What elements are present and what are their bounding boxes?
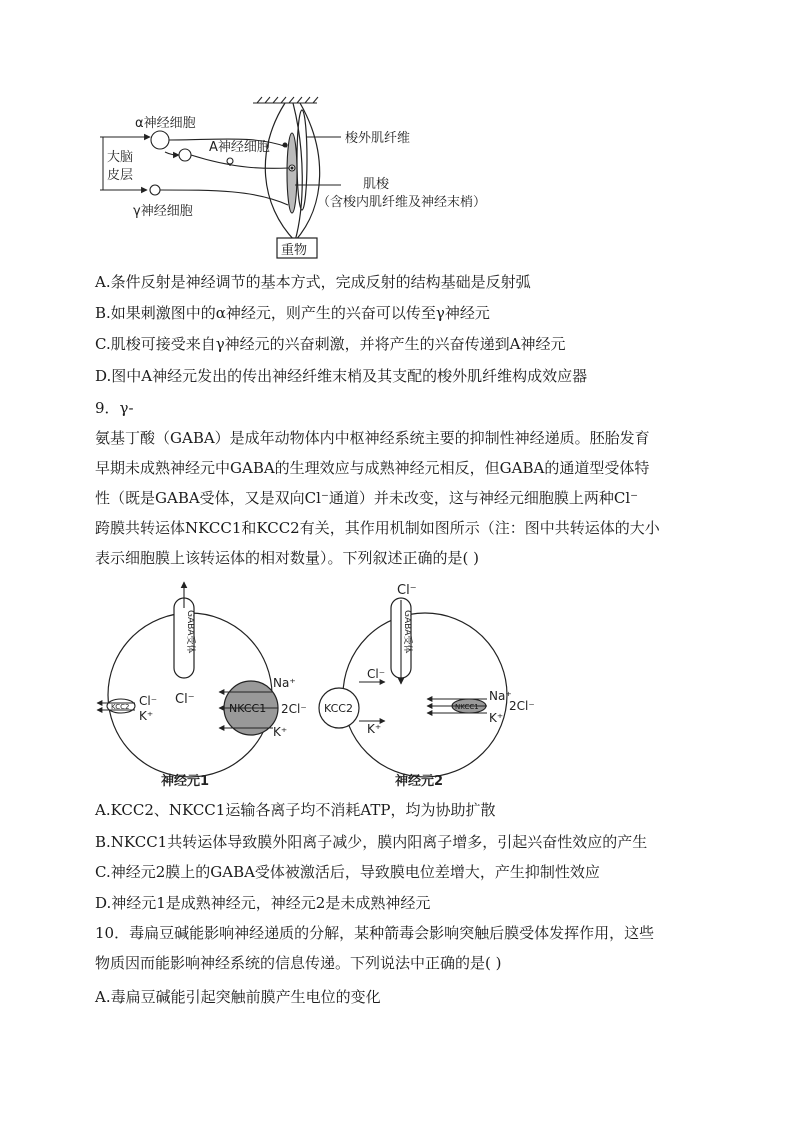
q9-option-d: D.神经元1是成熟神经元，神经元2是未成熟神经元 <box>95 894 431 912</box>
n2-2cl: 2Cl⁻ <box>509 699 535 713</box>
n1-k-in: K⁺ <box>273 725 288 739</box>
q8-option-b: B.如果刺激图中的α神经元，则产生的兴奋可以传至γ神经元 <box>95 304 490 322</box>
q8-option-a: A.条件反射是神经调节的基本方式，完成反射的结构基础是反射弧 <box>95 273 531 291</box>
extrafusal-label: 梭外肌纤维 <box>345 131 411 146</box>
cortex-label-1: 大脑 <box>107 150 134 165</box>
spindle-note: （含梭内肌纤维及神经末梢） <box>317 195 487 210</box>
gaba-receptor-2-label: GABA受体 <box>402 610 412 654</box>
q9-line-4: 跨膜共转运体NKCC1和KCC2有关，其作用机制如图所示（注：图中共转运体的大小 <box>95 519 660 537</box>
n1-k-out: K⁺ <box>139 709 154 723</box>
q9-line-5: 表示细胞膜上该转运体的相对数量）。下列叙述正确的是( ) <box>95 549 479 567</box>
nkcc1-n1-label: NKCC1 <box>229 702 267 715</box>
muscle-spindle <box>283 133 297 213</box>
q8-option-c: C.肌梭可接受来自γ神经元的兴奋刺激，并将产生的兴奋传递到A神经元 <box>95 335 566 353</box>
a-neuron-label: A神经细胞 <box>209 140 270 155</box>
n2-cl-top: Cl⁻ <box>397 583 417 598</box>
q10-line-1: 10．毒扁豆碱能影响神经递质的分解，某种箭毒会影响突触后膜受体发挥作用，这些 <box>95 924 655 942</box>
q8-option-d: D.图中A神经元发出的传出神经纤维末梢及其支配的梭外肌纤维构成效应器 <box>95 367 588 385</box>
spindle-label: 肌梭 <box>363 177 390 192</box>
neuron-2-membrane <box>343 613 507 777</box>
q10-line-2: 物质因而能影响神经系统的信息传递。下列说法中正确的是( ) <box>95 954 502 972</box>
n2-cl-kcc2: Cl⁻ <box>367 667 386 681</box>
gaba-receptor-1-label: GABA受体 <box>185 610 195 654</box>
q9-line-2: 早期未成熟神经元中GABA的生理效应与成熟神经元相反，但GABA的通道型受体特 <box>95 459 650 477</box>
gamma-neuron-label: γ神经细胞 <box>133 204 193 219</box>
alpha-neuron-label: α神经细胞 <box>135 116 196 131</box>
muscle-spindle-diagram <box>95 95 535 265</box>
weight-label: 重物 <box>281 243 308 258</box>
ceiling-hatch <box>253 97 318 103</box>
n1-cl-out: Cl⁻ <box>139 694 158 708</box>
q10-stem <box>95 918 705 978</box>
kcc2-n1-label: KCC2 <box>111 703 130 711</box>
nkcc1-n2-label: NKCC1 <box>455 703 479 711</box>
cortex-label-2: 皮层 <box>107 168 134 183</box>
q9-option-a: A.KCC2、NKCC1运输各离子均不消耗ATP，均为协助扩散 <box>95 801 496 819</box>
neuron-1-label: 神经元1 <box>161 774 210 789</box>
kcc2-n2-label: KCC2 <box>324 702 353 715</box>
q9-line-1: 氨基丁酸（GABA）是成年动物体内中枢神经系统主要的抑制性神经递质。胚胎发育 <box>95 429 650 447</box>
q9-stem <box>95 423 705 573</box>
gamma-neuron <box>100 185 288 205</box>
neuron-2-label: 神经元2 <box>395 774 444 789</box>
n1-2cl: 2Cl⁻ <box>281 702 307 716</box>
q9-option-b: B.NKCC1共转运体导致膜外阳离子减少，膜内阳离子增多，引起兴奋性效应的产生 <box>95 833 648 851</box>
q10-option-a: A.毒扁豆碱能引起突触前膜产生电位的变化 <box>95 988 381 1006</box>
n2-k: K⁺ <box>489 711 504 725</box>
n1-na: Na⁺ <box>273 676 296 690</box>
n2-k-kcc2: K⁺ <box>367 722 382 736</box>
q9-option-c: C.神经元2膜上的GABA受体被激活后，导致膜电位差增大，产生抑制性效应 <box>95 863 600 881</box>
q9-line-3: 性（既是GABA受体，又是双向Cl⁻通道）并未改变，这与神经元细胞膜上两种Cl⁻ <box>95 489 639 507</box>
n2-na: Na⁺ <box>489 689 512 703</box>
q9-number: 9．γ- <box>95 399 134 417</box>
neuron-transporter-diagram <box>95 580 565 790</box>
n1-cl-receptor: Cl⁻ <box>175 692 195 707</box>
